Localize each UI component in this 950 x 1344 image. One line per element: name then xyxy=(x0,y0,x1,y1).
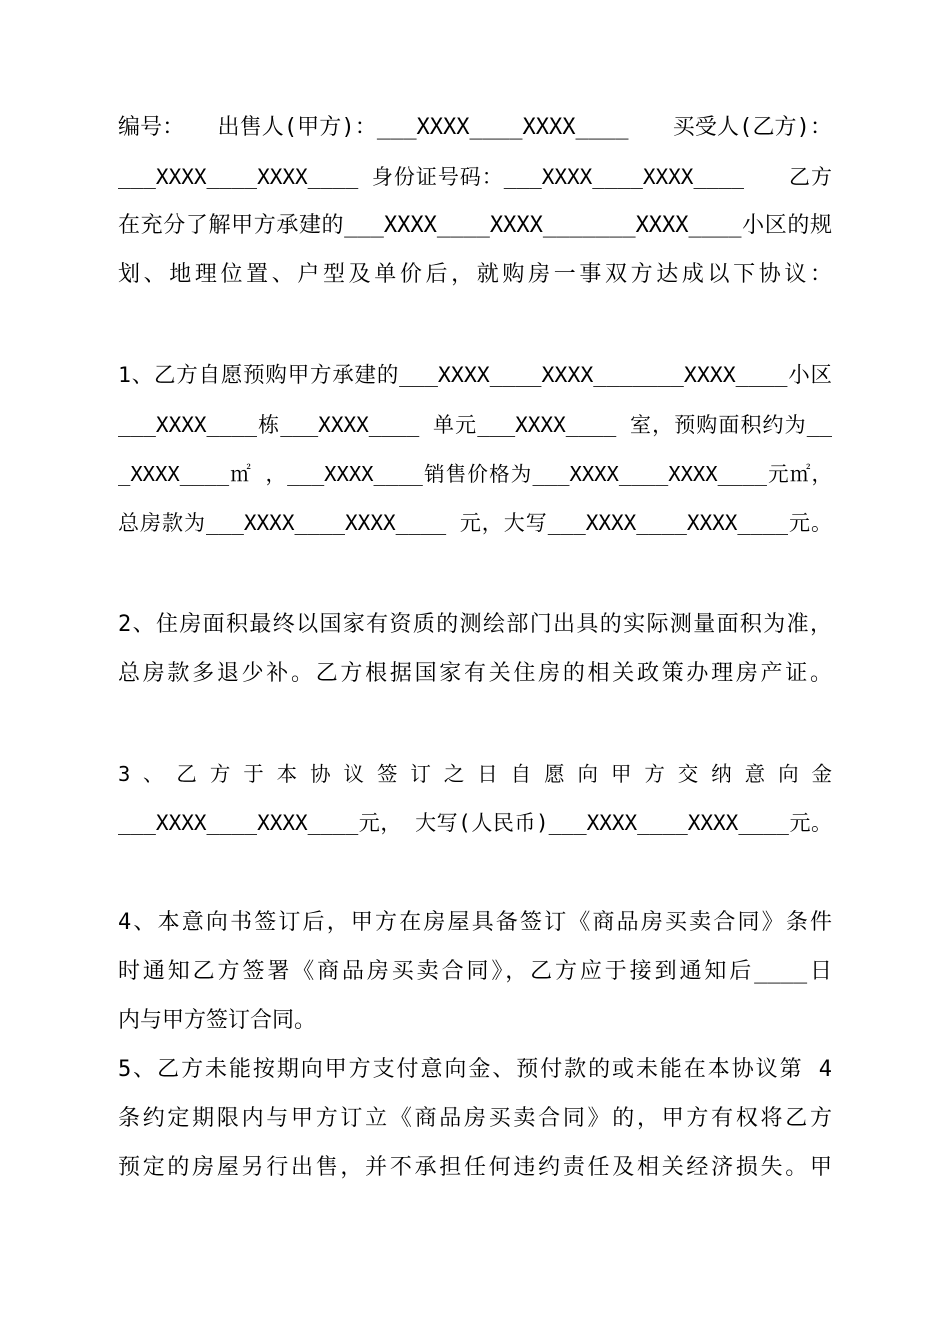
clause-5-line-2: 条约定期限内与甲方订立《商品房买卖合同》的，甲方有权将乙方 xyxy=(118,1106,832,1131)
text-line-3: 在充分了解甲方承建的___XXXX____XXXX_______XXXX____小区的规 xyxy=(118,213,832,238)
clause-5-line-3: 预定的房屋另行出售，并不承担任何违约责任及相关经济损失。甲 xyxy=(118,1155,832,1180)
text-line-4: 划、地理位置、户型及单价后，就购房一事双方达成以下协议： xyxy=(118,262,832,287)
clause-1-line-2: ___XXXX____栋___XXXX____ 单元___XXXX____ 室，预购面积约为__ xyxy=(118,413,832,437)
clause-5-line-1: 5、乙方未能按期向甲方支付意向金、预付款的或未能在本协议第 4 xyxy=(118,1057,832,1082)
clause-1-line-4: 总房款为___XXXX____XXXX____ 元，大写___XXXX____XXXX____元。 xyxy=(118,511,832,535)
clause-1-line-1: 1、乙方自愿预购甲方承建的___XXXX____XXXX_______XXXX____小区 xyxy=(118,363,832,388)
text-line-1: 编号： 出售人(甲方)：___XXXX____XXXX____ 买受人(乙方)： xyxy=(118,115,832,140)
clause-2-line-1: 2、住房面积最终以国家有资质的测绘部门出具的实际测量面积为准， xyxy=(118,612,832,637)
clause-4-line-2: 时通知乙方签署《商品房买卖合同》，乙方应于接到通知后____日 xyxy=(118,959,832,984)
clause-1-line-3: _XXXX____㎡ ，___XXXX____销售价格为___XXXX____XXXX____元㎡， xyxy=(118,462,832,486)
clause-4-line-1: 4、本意向书签订后，甲方在房屋具备签订《商品房买卖合同》条件 xyxy=(118,910,832,935)
text-line-2: ___XXXX____XXXX____ 身份证号码：___XXXX____XXXX____ 乙方 xyxy=(118,165,832,189)
clause-3-line-1: 3 、 乙 方 于 本 协 议 签 订 之 日 自 愿 向 甲 方 交 纳 意 向 金 xyxy=(118,762,832,786)
clause-3-line-2: ___XXXX____XXXX____元， 大写(人民币)___XXXX____XXXX____元。 xyxy=(118,811,832,835)
clause-4-line-3: 内与甲方签订合同。 xyxy=(118,1008,317,1033)
clause-2-line-2: 总房款多退少补。乙方根据国家有关住房的相关政策办理房产证。 xyxy=(118,661,832,686)
